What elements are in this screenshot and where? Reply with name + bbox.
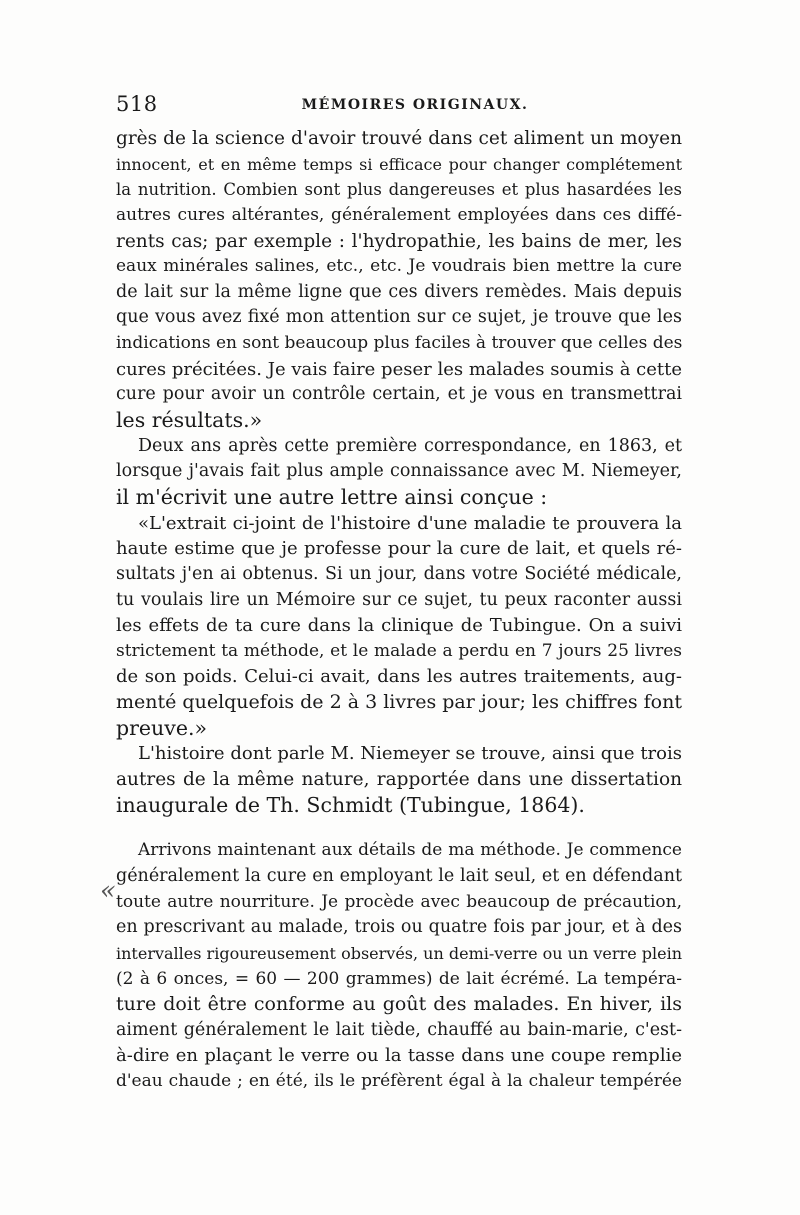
text-line: lorsque j'avais fait plus ample connaissance avec M. Niemeyer, bbox=[116, 461, 682, 482]
running-head bbox=[116, 92, 684, 120]
text-line: «L'extrait ci-joint de l'histoire d'une maladie te prouvera la bbox=[138, 512, 682, 534]
text-line: rents cas; par exemple : l'hydropathie, les bains de mer, les bbox=[116, 230, 682, 252]
text-line: toute autre nourriture. Je procède avec beaucoup de précaution, bbox=[116, 891, 682, 912]
running-title: MÉMOIRES ORIGINAUX. bbox=[301, 97, 529, 113]
text-line: grès de la science d'avoir trouvé dans cet aliment un moyen bbox=[116, 128, 682, 149]
text-line: à-dire en plaçant le verre ou la tasse dans une coupe remplie bbox=[116, 1045, 682, 1067]
text-line: généralement la cure en employant le lait seul, et en défendant bbox=[116, 865, 682, 886]
text-line: cures précitées. Je vais faire peser les malades soumis à cette bbox=[116, 358, 682, 380]
text-line: sultats j'en ai obtenus. Si un jour, dans votre Société médicale, bbox=[116, 563, 682, 584]
text-line: d'eau chaude ; en été, ils le préfèrent égal à la chaleur tempérée bbox=[116, 1071, 682, 1092]
paragraph-gap bbox=[116, 818, 682, 838]
text-line: menté quelquefois de 2 à 3 livres par jour; les chiffres font bbox=[116, 691, 682, 714]
text-line: indications en sont beaucoup plus faciles à trouver que celles des bbox=[116, 333, 683, 354]
text-line: Deux ans après cette première correspondance, en 1863, et bbox=[138, 435, 682, 456]
text-line: Arrivons maintenant aux détails de ma méthode. Je commence bbox=[138, 840, 682, 861]
text-line: innocent, et en même temps si efficace pour changer complétement bbox=[116, 154, 682, 174]
text-line: de lait sur la même ligne que ces divers remèdes. Mais depuis bbox=[116, 281, 682, 302]
body-text bbox=[116, 126, 682, 1095]
text-line: autres de la même nature, rapportée dans une dissertation bbox=[116, 769, 682, 791]
text-line: que vous avez fixé mon attention sur ce sujet, je trouve que les bbox=[116, 307, 682, 328]
text-line: intervalles rigoureusement observés, un demi-verre ou un verre plein bbox=[116, 943, 682, 963]
text-line: strictement ta méthode, et le malade a perdu en 7 jours 25 livres bbox=[116, 640, 682, 661]
text-line: aiment généralement le lait tiède, chauffé au bain-marie, c'est- bbox=[116, 1019, 682, 1040]
text-line: il m'écrivit une autre lettre ainsi conçue : bbox=[116, 484, 548, 509]
text-line: inaugurale de Th. Schmidt (Tubingue, 1864). bbox=[116, 792, 585, 817]
page-number: 518 bbox=[116, 92, 158, 116]
text-line: L'histoire dont parle M. Niemeyer se trouve, ainsi que trois bbox=[138, 743, 682, 765]
text-line: en prescrivant au malade, trois ou quatre fois par jour, et à des bbox=[116, 917, 682, 938]
text-line: tu voulais lire un Mémoire sur ce sujet, tu peux raconter aussi bbox=[116, 589, 682, 610]
margin-mark: « bbox=[100, 876, 116, 906]
text-line: autres cures altérantes, généralement employées dans ces diffé- bbox=[116, 204, 682, 225]
text-line: les résultats.» bbox=[116, 408, 263, 433]
text-line: ture doit être conforme au goût des malades. En hiver, ils bbox=[116, 993, 682, 1016]
text-line: cure pour avoir un contrôle certain, et je vous en transmettrai bbox=[116, 384, 682, 405]
text-line: la nutrition. Combien sont plus dangereuses et plus hasardées les bbox=[116, 180, 682, 200]
text-line: (2 à 6 onces, = 60 — 200 grammes) de lait écrémé. La tempéra- bbox=[116, 968, 682, 989]
text-line: eaux minérales salines, etc., etc. Je voudrais bien mettre la cure bbox=[116, 256, 682, 277]
text-line: de son poids. Celui-ci avait, dans les autres traitements, aug- bbox=[116, 666, 682, 688]
text-line: haute estime que je professe pour la cure de lait, et quels ré- bbox=[116, 538, 682, 560]
text-line: les effets de ta cure dans la clinique de Tubingue. On a suivi bbox=[116, 615, 682, 637]
text-line: preuve.» bbox=[116, 715, 208, 740]
